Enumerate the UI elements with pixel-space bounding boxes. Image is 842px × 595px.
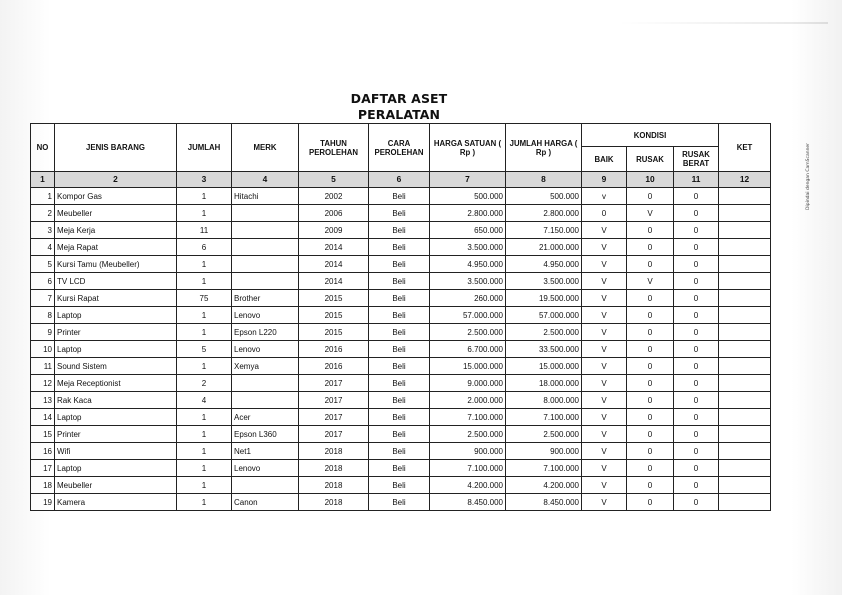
cell-harga-satuan: 9.000.000 (430, 375, 506, 392)
cell-tahun: 2016 (299, 341, 369, 358)
cell-rusak-berat: 0 (674, 290, 719, 307)
cell-rusak: 0 (627, 494, 674, 511)
cell-rusak: 0 (627, 307, 674, 324)
cell-harga-satuan: 6.700.000 (430, 341, 506, 358)
header-rusak: RUSAK (627, 147, 674, 172)
header-rusak-berat: RUSAK BERAT (674, 147, 719, 172)
cell-tahun: 2018 (299, 443, 369, 460)
cell-jenis-barang: Laptop (55, 460, 177, 477)
cell-jumlah-harga: 7.100.000 (506, 409, 582, 426)
cell-rusak-berat: 0 (674, 341, 719, 358)
cell-jumlah-harga: 4.200.000 (506, 477, 582, 494)
cell-cara-perolehan: Beli (369, 460, 430, 477)
cell-rusak-berat: 0 (674, 409, 719, 426)
cell-cara-perolehan: Beli (369, 239, 430, 256)
cell-cara-perolehan: Beli (369, 375, 430, 392)
cell-tahun: 2017 (299, 426, 369, 443)
cell-cara-perolehan: Beli (369, 256, 430, 273)
cell-merk (232, 392, 299, 409)
cell-jumlah-harga: 4.950.000 (506, 256, 582, 273)
cell-harga-satuan: 7.100.000 (430, 460, 506, 477)
cell-tahun: 2009 (299, 222, 369, 239)
cell-merk: Epson L360 (232, 426, 299, 443)
table-row (31, 239, 771, 256)
cell-jenis-barang: Laptop (55, 409, 177, 426)
cell-rusak-berat: 0 (674, 460, 719, 477)
cell-no: 7 (31, 290, 55, 307)
cell-ket (719, 392, 771, 409)
cell-baik: 0 (582, 205, 627, 222)
cell-jumlah: 11 (177, 222, 232, 239)
cell-harga-satuan: 15.000.000 (430, 358, 506, 375)
cell-merk (232, 205, 299, 222)
cell-jumlah-harga: 21.000.000 (506, 239, 582, 256)
cell-tahun: 2018 (299, 477, 369, 494)
cell-baik: V (582, 239, 627, 256)
cell-rusak-berat: 0 (674, 375, 719, 392)
document-title: DAFTAR ASET (350, 91, 448, 106)
cell-ket (719, 324, 771, 341)
cell-jumlah-harga: 57.000.000 (506, 307, 582, 324)
cell-rusak-berat: 0 (674, 358, 719, 375)
cell-harga-satuan: 2.500.000 (430, 426, 506, 443)
cell-cara-perolehan: Beli (369, 477, 430, 494)
cell-jumlah: 1 (177, 426, 232, 443)
cell-merk: Brother (232, 290, 299, 307)
cell-baik: V (582, 324, 627, 341)
table-row (31, 273, 771, 290)
cell-no: 1 (31, 188, 55, 205)
cell-rusak: 0 (627, 188, 674, 205)
header-no: NO (31, 124, 55, 172)
cell-ket (719, 239, 771, 256)
cell-merk (232, 222, 299, 239)
cell-harga-satuan: 650.000 (430, 222, 506, 239)
cell-jumlah-harga: 7.100.000 (506, 460, 582, 477)
cell-merk: Epson L220 (232, 324, 299, 341)
cell-harga-satuan: 4.200.000 (430, 477, 506, 494)
cell-cara-perolehan: Beli (369, 205, 430, 222)
cell-ket (719, 460, 771, 477)
cell-harga-satuan: 500.000 (430, 188, 506, 205)
cell-jumlah: 75 (177, 290, 232, 307)
cell-rusak-berat: 0 (674, 392, 719, 409)
cell-jumlah: 1 (177, 324, 232, 341)
cell-ket (719, 307, 771, 324)
cell-baik: V (582, 426, 627, 443)
scanner-watermark: Dipindai dengan CamScanner (806, 142, 811, 210)
cell-merk (232, 256, 299, 273)
cell-rusak: 0 (627, 239, 674, 256)
cell-cara-perolehan: Beli (369, 358, 430, 375)
column-number: 6 (369, 172, 430, 188)
cell-no: 4 (31, 239, 55, 256)
cell-rusak: 0 (627, 477, 674, 494)
cell-merk: Lenovo (232, 460, 299, 477)
cell-baik: V (582, 307, 627, 324)
cell-tahun: 2015 (299, 290, 369, 307)
cell-no: 6 (31, 273, 55, 290)
cell-rusak: 0 (627, 375, 674, 392)
cell-cara-perolehan: Beli (369, 324, 430, 341)
column-number: 1 (31, 172, 55, 188)
cell-rusak: V (627, 205, 674, 222)
cell-cara-perolehan: Beli (369, 341, 430, 358)
cell-cara-perolehan: Beli (369, 290, 430, 307)
cell-baik: V (582, 494, 627, 511)
table-row (31, 392, 771, 409)
cell-merk: Hitachi (232, 188, 299, 205)
cell-baik: v (582, 188, 627, 205)
header-tahun-perolehan: TAHUN PEROLEHAN (299, 124, 369, 172)
cell-rusak-berat: 0 (674, 426, 719, 443)
column-number: 11 (674, 172, 719, 188)
cell-jumlah: 1 (177, 409, 232, 426)
cell-harga-satuan: 57.000.000 (430, 307, 506, 324)
cell-jenis-barang: Kursi Tamu (Meubeller) (55, 256, 177, 273)
cell-jenis-barang: Laptop (55, 341, 177, 358)
cell-ket (719, 222, 771, 239)
cell-jumlah: 4 (177, 392, 232, 409)
cell-merk (232, 273, 299, 290)
cell-rusak-berat: 0 (674, 443, 719, 460)
cell-ket (719, 290, 771, 307)
cell-cara-perolehan: Beli (369, 409, 430, 426)
cell-baik: V (582, 222, 627, 239)
cell-jumlah: 1 (177, 307, 232, 324)
cell-no: 3 (31, 222, 55, 239)
cell-harga-satuan: 8.450.000 (430, 494, 506, 511)
header-ket: KET (719, 124, 771, 172)
cell-merk (232, 477, 299, 494)
cell-jumlah-harga: 900.000 (506, 443, 582, 460)
table-row (31, 290, 771, 307)
cell-jumlah: 1 (177, 477, 232, 494)
cell-no: 15 (31, 426, 55, 443)
column-number: 4 (232, 172, 299, 188)
cell-harga-satuan: 2.800.000 (430, 205, 506, 222)
cell-ket (719, 375, 771, 392)
cell-harga-satuan: 900.000 (430, 443, 506, 460)
cell-baik: V (582, 477, 627, 494)
asset-table (30, 123, 771, 511)
cell-rusak: 0 (627, 426, 674, 443)
table-row (31, 341, 771, 358)
cell-rusak-berat: 0 (674, 188, 719, 205)
cell-no: 19 (31, 494, 55, 511)
table-row (31, 426, 771, 443)
scan-edge-line (618, 22, 828, 24)
cell-no: 9 (31, 324, 55, 341)
cell-tahun: 2014 (299, 239, 369, 256)
cell-ket (719, 426, 771, 443)
cell-jenis-barang: Rak Kaca (55, 392, 177, 409)
column-number: 9 (582, 172, 627, 188)
cell-harga-satuan: 3.500.000 (430, 273, 506, 290)
cell-harga-satuan: 260.000 (430, 290, 506, 307)
header-harga-satuan: HARGA SATUAN ( Rp ) (430, 124, 506, 172)
cell-jumlah-harga: 7.150.000 (506, 222, 582, 239)
table-row (31, 477, 771, 494)
cell-harga-satuan: 2.000.000 (430, 392, 506, 409)
cell-jumlah-harga: 500.000 (506, 188, 582, 205)
cell-jumlah-harga: 18.000.000 (506, 375, 582, 392)
cell-rusak-berat: 0 (674, 477, 719, 494)
header-baik: BAIK (582, 147, 627, 172)
cell-ket (719, 341, 771, 358)
cell-jumlah: 1 (177, 256, 232, 273)
column-number: 2 (55, 172, 177, 188)
cell-no: 13 (31, 392, 55, 409)
header-cara-perolehan: CARA PEROLEHAN (369, 124, 430, 172)
cell-rusak: 0 (627, 256, 674, 273)
cell-baik: V (582, 375, 627, 392)
cell-jumlah: 5 (177, 341, 232, 358)
cell-rusak-berat: 0 (674, 205, 719, 222)
cell-jumlah: 1 (177, 443, 232, 460)
cell-rusak: 0 (627, 358, 674, 375)
cell-rusak: 0 (627, 409, 674, 426)
cell-jumlah: 6 (177, 239, 232, 256)
cell-jenis-barang: Meja Kerja (55, 222, 177, 239)
cell-jumlah-harga: 2.800.000 (506, 205, 582, 222)
cell-jenis-barang: Wifi (55, 443, 177, 460)
cell-tahun: 2006 (299, 205, 369, 222)
cell-no: 5 (31, 256, 55, 273)
cell-cara-perolehan: Beli (369, 494, 430, 511)
column-number: 7 (430, 172, 506, 188)
cell-cara-perolehan: Beli (369, 307, 430, 324)
cell-merk: Net1 (232, 443, 299, 460)
cell-baik: V (582, 358, 627, 375)
cell-tahun: 2017 (299, 375, 369, 392)
table-row (31, 188, 771, 205)
cell-rusak-berat: 0 (674, 307, 719, 324)
cell-ket (719, 358, 771, 375)
cell-rusak-berat: 0 (674, 494, 719, 511)
cell-jumlah-harga: 8.000.000 (506, 392, 582, 409)
cell-no: 10 (31, 341, 55, 358)
document-subtitle: PERALATAN (357, 107, 441, 122)
cell-cara-perolehan: Beli (369, 443, 430, 460)
cell-rusak: 0 (627, 324, 674, 341)
cell-ket (719, 205, 771, 222)
cell-jenis-barang: Meubeller (55, 205, 177, 222)
cell-cara-perolehan: Beli (369, 426, 430, 443)
cell-tahun: 2018 (299, 494, 369, 511)
cell-ket (719, 273, 771, 290)
cell-baik: V (582, 256, 627, 273)
cell-ket (719, 409, 771, 426)
cell-jenis-barang: Printer (55, 426, 177, 443)
header-kondisi: KONDISI (582, 124, 719, 147)
cell-baik: V (582, 409, 627, 426)
cell-jumlah-harga: 2.500.000 (506, 324, 582, 341)
cell-rusak: 0 (627, 460, 674, 477)
cell-jenis-barang: Kamera (55, 494, 177, 511)
cell-rusak-berat: 0 (674, 239, 719, 256)
cell-jumlah-harga: 3.500.000 (506, 273, 582, 290)
cell-ket (719, 256, 771, 273)
cell-merk: Canon (232, 494, 299, 511)
cell-rusak: 0 (627, 341, 674, 358)
cell-tahun: 2017 (299, 392, 369, 409)
cell-jumlah-harga: 33.500.000 (506, 341, 582, 358)
cell-no: 18 (31, 477, 55, 494)
cell-ket (719, 443, 771, 460)
column-number: 5 (299, 172, 369, 188)
cell-rusak: 0 (627, 222, 674, 239)
cell-jenis-barang: Laptop (55, 307, 177, 324)
cell-baik: V (582, 341, 627, 358)
cell-tahun: 2002 (299, 188, 369, 205)
cell-rusak-berat: 0 (674, 222, 719, 239)
cell-rusak-berat: 0 (674, 256, 719, 273)
cell-merk: Lenovo (232, 341, 299, 358)
table-header (31, 124, 771, 188)
column-number: 10 (627, 172, 674, 188)
cell-tahun: 2017 (299, 409, 369, 426)
cell-tahun: 2015 (299, 307, 369, 324)
cell-cara-perolehan: Beli (369, 392, 430, 409)
table-row (31, 409, 771, 426)
cell-rusak: 0 (627, 443, 674, 460)
cell-tahun: 2018 (299, 460, 369, 477)
header-merk: MERK (232, 124, 299, 172)
cell-baik: V (582, 273, 627, 290)
cell-jumlah: 1 (177, 205, 232, 222)
cell-no: 16 (31, 443, 55, 460)
cell-jenis-barang: Kompor Gas (55, 188, 177, 205)
cell-jumlah-harga: 19.500.000 (506, 290, 582, 307)
header-jenis-barang: JENIS BARANG (55, 124, 177, 172)
cell-no: 8 (31, 307, 55, 324)
cell-baik: V (582, 290, 627, 307)
cell-harga-satuan: 4.950.000 (430, 256, 506, 273)
cell-rusak: V (627, 273, 674, 290)
table-row (31, 307, 771, 324)
cell-jumlah-harga: 8.450.000 (506, 494, 582, 511)
cell-jenis-barang: Printer (55, 324, 177, 341)
cell-tahun: 2015 (299, 324, 369, 341)
cell-baik: V (582, 460, 627, 477)
cell-rusak: 0 (627, 392, 674, 409)
table-row (31, 205, 771, 222)
cell-jumlah: 1 (177, 358, 232, 375)
cell-merk: Lenovo (232, 307, 299, 324)
table-row (31, 222, 771, 239)
cell-harga-satuan: 3.500.000 (430, 239, 506, 256)
cell-jenis-barang: TV LCD (55, 273, 177, 290)
cell-merk: Xemya (232, 358, 299, 375)
cell-tahun: 2014 (299, 256, 369, 273)
cell-jumlah: 1 (177, 494, 232, 511)
cell-jenis-barang: Meubeller (55, 477, 177, 494)
cell-jumlah: 2 (177, 375, 232, 392)
cell-cara-perolehan: Beli (369, 188, 430, 205)
column-number: 3 (177, 172, 232, 188)
cell-no: 2 (31, 205, 55, 222)
cell-baik: V (582, 392, 627, 409)
cell-harga-satuan: 2.500.000 (430, 324, 506, 341)
cell-no: 17 (31, 460, 55, 477)
cell-merk: Acer (232, 409, 299, 426)
cell-tahun: 2016 (299, 358, 369, 375)
cell-rusak: 0 (627, 290, 674, 307)
cell-harga-satuan: 7.100.000 (430, 409, 506, 426)
cell-ket (719, 477, 771, 494)
cell-jumlah: 1 (177, 460, 232, 477)
column-number: 8 (506, 172, 582, 188)
cell-jumlah: 1 (177, 188, 232, 205)
cell-jenis-barang: Kursi Rapat (55, 290, 177, 307)
cell-jenis-barang: Sound Sistem (55, 358, 177, 375)
cell-baik: V (582, 443, 627, 460)
table-row (31, 324, 771, 341)
cell-jenis-barang: Meja Receptionist (55, 375, 177, 392)
cell-no: 14 (31, 409, 55, 426)
cell-tahun: 2014 (299, 273, 369, 290)
cell-rusak-berat: 0 (674, 273, 719, 290)
cell-no: 12 (31, 375, 55, 392)
table-body (31, 188, 771, 511)
cell-jumlah: 1 (177, 273, 232, 290)
cell-merk (232, 239, 299, 256)
cell-cara-perolehan: Beli (369, 222, 430, 239)
cell-no: 11 (31, 358, 55, 375)
cell-ket (719, 188, 771, 205)
column-number: 12 (719, 172, 771, 188)
table-row (31, 443, 771, 460)
cell-rusak-berat: 0 (674, 324, 719, 341)
cell-merk (232, 375, 299, 392)
cell-ket (719, 494, 771, 511)
header-jumlah-harga: JUMLAH HARGA ( Rp ) (506, 124, 582, 172)
table-row (31, 494, 771, 511)
cell-jumlah-harga: 2.500.000 (506, 426, 582, 443)
table-row (31, 358, 771, 375)
table-row (31, 460, 771, 477)
cell-jenis-barang: Meja Rapat (55, 239, 177, 256)
header-jumlah: JUMLAH (177, 124, 232, 172)
cell-cara-perolehan: Beli (369, 273, 430, 290)
table-row (31, 375, 771, 392)
column-number-row (31, 172, 771, 188)
table-row (31, 256, 771, 273)
cell-jumlah-harga: 15.000.000 (506, 358, 582, 375)
